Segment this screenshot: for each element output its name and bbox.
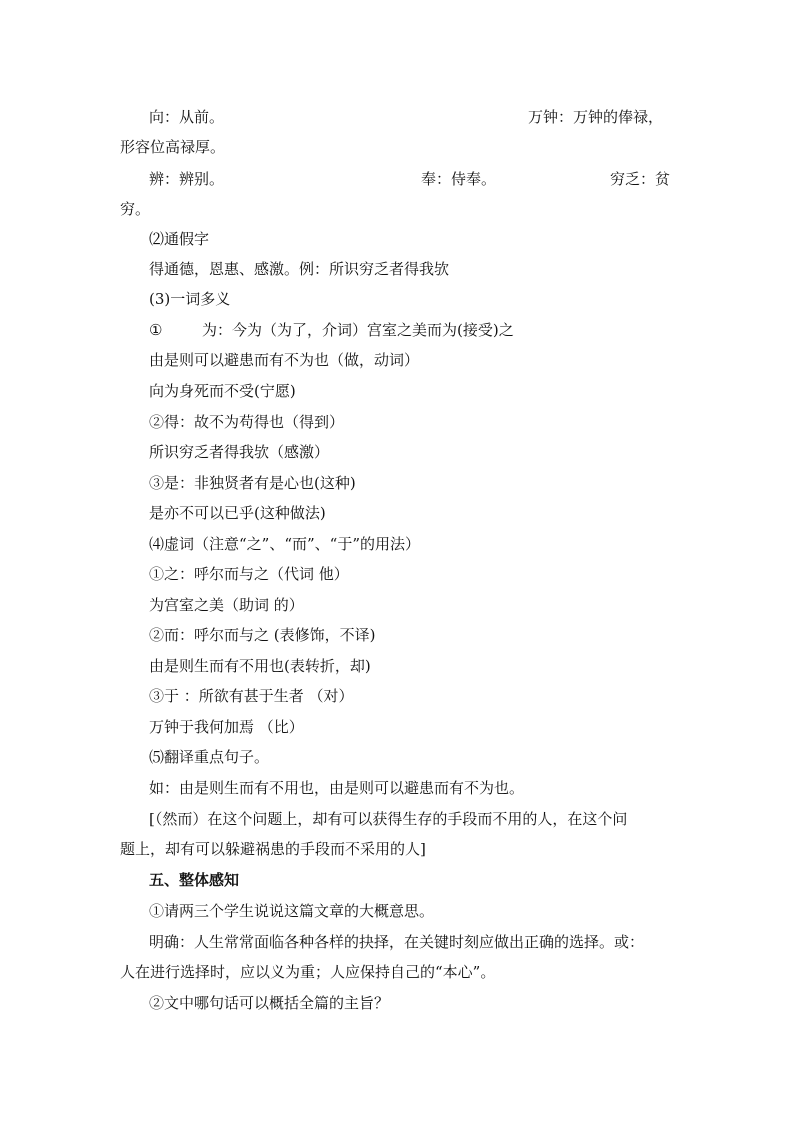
section-heading: 五、整体感知 — [149, 871, 240, 889]
text-line: ①请两三个学生说说这篇文章的大概意思。 — [149, 902, 435, 920]
text-line: 题上，却有可以躲避祸患的手段而不采用的人] — [120, 840, 426, 858]
text-line: 为：今为（为了，介词）宫室之美而为(接受)之 — [202, 321, 514, 339]
text-line: 辨：辨别。 — [149, 170, 225, 188]
section-heading: ⑷虚词（注意“之”、“而”、“于”的用法） — [149, 535, 421, 553]
text-line: 穷乏：贫 — [610, 170, 671, 188]
text-line: ①之：呼尔而与之（代词 他） — [149, 565, 349, 583]
text-line: 人在进行选择时，应以义为重；人应保持自己的“本心”。 — [120, 963, 496, 981]
text-line: ②而：呼尔而与之 (表修饰，不译) — [149, 626, 376, 644]
text-line: 向：从前。 — [149, 108, 225, 126]
text-line: 万钟：万钟的俸禄， — [528, 108, 664, 126]
text-line: 形容位高禄厚。 — [120, 138, 226, 156]
text-line: ②得：故不为苟得也（得到） — [149, 413, 345, 431]
text-line: 由是则生而有不用也(表转折，却) — [149, 657, 371, 675]
text-line: ③于 ：所欲有甚于生者 （对） — [149, 687, 354, 705]
text-line: ②文中哪句话可以概括全篇的主旨？ — [149, 994, 390, 1012]
text-line: 向为身死而不受(宁愿) — [149, 382, 296, 400]
section-heading: (3)一词多义 — [149, 290, 231, 308]
text-line: 所识穷乏者得我欤（感激） — [149, 443, 330, 461]
section-heading: ⑵通假字 — [149, 230, 210, 248]
text-line: 得通德，恩惠、感激。例：所识穷乏者得我欤 — [149, 260, 450, 278]
text-line: 由是则可以避患而有不为也（做，动词） — [149, 351, 420, 369]
text-line: 万钟于我何加焉 （比） — [149, 718, 304, 736]
text-line: 为宫室之美（助词 的） — [149, 596, 304, 614]
text-line: ③是：非独贤者有是心也(这种) — [149, 474, 356, 492]
text-line: [（然而）在这个问题上，却有可以获得生存的手段而不用的人，在这个问 — [149, 810, 628, 828]
text-line: 如：由是则生而有不用也，由是则可以避患而有不为也。 — [149, 779, 525, 797]
text-line: 明确：人生常常面临各种各样的抉择，在关键时刻应做出正确的选择。或： — [149, 933, 645, 951]
text-line: ① — [149, 321, 163, 339]
text-line: 是亦不可以已乎(这种做法) — [149, 504, 326, 522]
section-heading: ⑸翻译重点句子。 — [149, 748, 270, 766]
text-line: 奉：侍奉。 — [421, 170, 497, 188]
text-line: 穷。 — [120, 200, 151, 218]
